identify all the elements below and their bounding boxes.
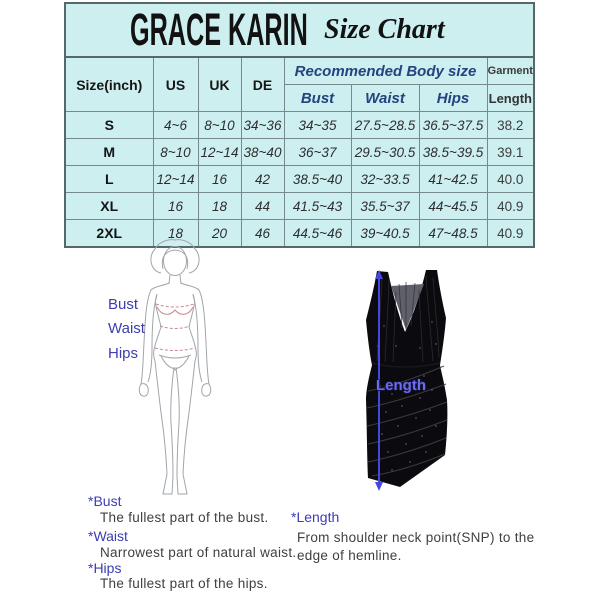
figure-bra xyxy=(157,307,193,314)
col-header-us: US xyxy=(153,57,198,112)
cell-uk: 16 xyxy=(198,166,241,193)
figure-right-hand xyxy=(202,384,211,397)
figure-waist-label: Waist xyxy=(108,320,145,337)
brand-logo: GRACE KARIN xyxy=(130,4,308,55)
cell-uk: 8~10 xyxy=(198,112,241,139)
cell-bust: 36~37 xyxy=(284,139,351,166)
cell-hips: 41~42.5 xyxy=(419,166,487,193)
cell-length: 38.2 xyxy=(487,112,534,139)
note-length-text-line1: From shoulder neck point(SNP) to the xyxy=(297,530,535,545)
cell-size: M xyxy=(65,139,153,166)
figure-bust-label: Bust xyxy=(108,296,139,313)
cell-size: 2XL xyxy=(65,220,153,248)
cell-de: 38~40 xyxy=(241,139,284,166)
body-figure xyxy=(95,238,255,498)
hips-measure-line xyxy=(155,348,195,351)
figure-right-foot xyxy=(177,474,187,494)
page-title: Size Chart xyxy=(324,14,445,45)
note-hips-title: *Hips xyxy=(88,560,122,576)
cell-waist: 32~33.5 xyxy=(351,166,419,193)
cell-length: 40.0 xyxy=(487,166,534,193)
figure-left-hand xyxy=(139,384,148,397)
cell-de: 34~36 xyxy=(241,112,284,139)
cell-us: 16 xyxy=(153,193,198,220)
cell-us: 18 xyxy=(153,220,198,248)
note-length-title: *Length xyxy=(291,509,340,525)
col-header-bust: Bust xyxy=(284,85,351,112)
note-length-text-line2: edge of hemline. xyxy=(297,548,402,563)
cell-de: 46 xyxy=(241,220,284,248)
cell-de: 44 xyxy=(241,193,284,220)
cell-uk: 12~14 xyxy=(198,139,241,166)
cell-length: 39.1 xyxy=(487,139,534,166)
cell-waist: 39~40.5 xyxy=(351,220,419,248)
note-bust-text: The fullest part of the bust. xyxy=(100,510,269,525)
table-title-band xyxy=(66,4,533,56)
note-waist-text: Narrowest part of natural waist. xyxy=(100,545,297,560)
cell-bust: 44.5~46 xyxy=(284,220,351,248)
cell-waist: 29.5~30.5 xyxy=(351,139,419,166)
col-header-length: Length xyxy=(487,85,534,112)
col-header-garment: Garment xyxy=(487,57,534,85)
cell-size: S xyxy=(65,112,153,139)
cell-length: 40.9 xyxy=(487,220,534,248)
cell-hips: 47~48.5 xyxy=(419,220,487,248)
figure-face xyxy=(164,247,187,276)
figure-hair xyxy=(151,240,199,273)
cell-us: 8~10 xyxy=(153,139,198,166)
col-header-hips: Hips xyxy=(419,85,487,112)
waist-measure-line xyxy=(160,326,190,329)
table-row-xl xyxy=(65,193,534,220)
cell-hips: 44~45.5 xyxy=(419,193,487,220)
col-header-size: Size(inch) xyxy=(65,57,153,112)
cell-uk: 20 xyxy=(198,220,241,248)
cell-size: XL xyxy=(65,193,153,220)
cell-de: 42 xyxy=(241,166,284,193)
cell-bust: 41.5~43 xyxy=(284,193,351,220)
table-row-m xyxy=(65,139,534,166)
cell-uk: 18 xyxy=(198,193,241,220)
cell-us: 4~6 xyxy=(153,112,198,139)
figure-hips-label: Hips xyxy=(108,345,139,362)
table-row-s xyxy=(65,112,534,139)
cell-bust: 38.5~40 xyxy=(284,166,351,193)
cell-waist: 27.5~28.5 xyxy=(351,112,419,139)
cell-hips: 36.5~37.5 xyxy=(419,112,487,139)
figure-left-foot xyxy=(163,474,173,494)
col-group-recommended-body-size: Recommended Body size xyxy=(284,57,487,85)
col-header-de: DE xyxy=(241,57,284,112)
cell-hips: 38.5~39.5 xyxy=(419,139,487,166)
col-header-uk: UK xyxy=(198,57,241,112)
cell-us: 12~14 xyxy=(153,166,198,193)
figure-bikini xyxy=(159,355,191,369)
note-waist-title: *Waist xyxy=(88,528,128,544)
cell-bust: 34~35 xyxy=(284,112,351,139)
size-table xyxy=(64,2,535,248)
cell-length: 40.9 xyxy=(487,193,534,220)
dress-length-label: Length xyxy=(376,377,426,394)
table-row-l xyxy=(65,166,534,193)
bust-measure-line xyxy=(156,304,194,307)
cell-size: L xyxy=(65,166,153,193)
col-header-waist: Waist xyxy=(351,85,419,112)
note-hips-text: The fullest part of the hips. xyxy=(100,576,268,591)
note-bust-title: *Bust xyxy=(88,493,122,509)
cell-waist: 35.5~37 xyxy=(351,193,419,220)
